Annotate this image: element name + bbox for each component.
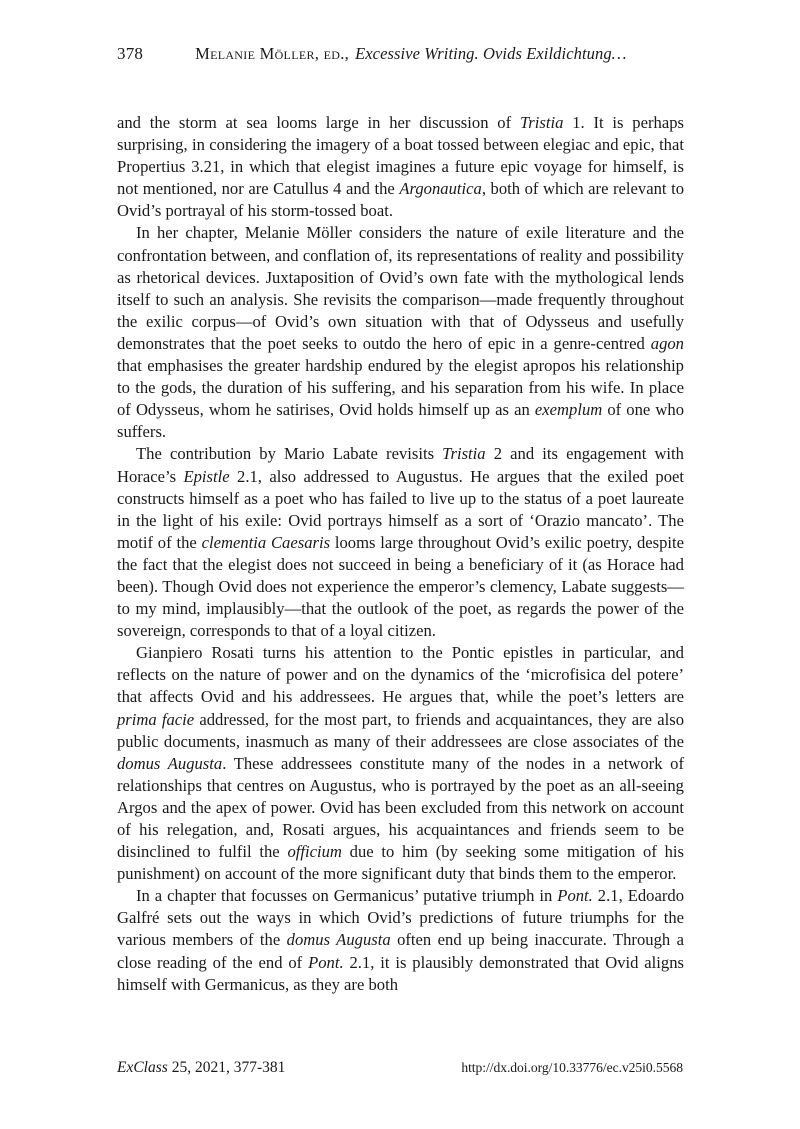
italic-term: clementia Caesaris: [201, 532, 331, 552]
text-run: 2.1, also addressed to Augustus. He argues that the exiled poet constructs himself as a poet who has failed to live up to the status of a poet laureate in the light of his exile: Ovid portrays himself as a sort of ‘Orazio mancato’. The motif of the: [117, 466, 684, 552]
text-run: In a chapter that focusses on Germanicus’ putative triumph in: [136, 886, 558, 906]
italic-term: Epistle: [183, 466, 230, 486]
italic-term: agon: [650, 333, 684, 353]
italic-term: officium: [287, 842, 342, 862]
journal-name: ExClass: [117, 1059, 168, 1076]
text-run: of one who suffers.: [117, 400, 684, 442]
body-paragraph: [117, 222, 684, 443]
text-run: The contribution by Mario Labate revisits: [136, 444, 443, 464]
doi-link[interactable]: http://dx.doi.org/10.33776/ec.v25i0.5568: [461, 1060, 683, 1075]
italic-term: Pont.: [308, 952, 344, 972]
body-paragraph: [117, 642, 684, 885]
italic-term: Argonautica: [399, 179, 482, 199]
body-text-column: [117, 112, 684, 996]
running-head-title: Excessive Writing. Ovids Exildichtung…: [355, 44, 627, 63]
text-run: that emphasises the greater hardship endured by the elegist apropos his relationship to the gods, the duration of his suffering, and his separation from his wife. In place of Odysseus, whom he satirises, Ovid holds himself up as an: [117, 356, 684, 420]
italic-term: domus Augusta: [117, 753, 223, 773]
text-run: In her chapter, Melanie Möller considers the nature of exile literature and the confrontation between, and conflation of, its representations of reality and possibility as rhetorical devices. Juxtaposition of Ovid’s own fate with the mythological lends itself to such an analysis. She revisits the comparison—made frequently throughout the exilic corpus—of Ovid’s own situation with that of Odysseus and usefully demonstrates that the poet seeks to outdo the hero of epic in a genre-centred: [117, 223, 684, 353]
text-run: due to him (by seeking some mitigation of his punishment) on account of the more significant duty that binds them to the emperor.: [117, 842, 685, 884]
text-run: 1. It is perhaps surprising, in considering the imagery of a boat tossed between elegiac and epic, that Propertius 3.21, in which that elegist imagines a future epic voyage for himself, is not mentioned, nor are Catullus 4 and the: [117, 113, 684, 199]
italic-term: Tristia: [442, 444, 486, 464]
running-head-editor: Melanie Möller, ed.,: [195, 44, 350, 63]
italic-term: domus Augusta: [286, 930, 391, 950]
text-run: . These addressees constitute many of the nodes in a network of relationships that centres on Augustus, who is portrayed by the poet as an all-seeing Argos and the apex of power. Ovid has been excluded from this network on account of his relegation, and, Rosati argues, his acquaintances and friends seem to be disinclined to fulfil the: [117, 753, 684, 862]
text-run: and the storm at sea looms large in her discussion of: [117, 113, 520, 132]
body-paragraph: [117, 443, 684, 642]
citation-detail: 25, 2021, 377-381: [167, 1059, 286, 1076]
running-head-text: [195, 44, 626, 64]
page-footer: [117, 1059, 683, 1083]
page-number: 378: [117, 44, 144, 63]
text-run: often end up being inaccurate. Through a close reading of the end of: [117, 930, 684, 972]
journal-citation: [117, 1059, 285, 1077]
body-paragraph: [117, 112, 684, 222]
text-run: 2.1, it is plausibly demonstrated that Ovid aligns himself with Germanicus, as they are both: [117, 952, 684, 994]
italic-term: Pont.: [557, 886, 593, 906]
italic-term: Tristia: [519, 113, 564, 132]
text-run: addressed, for the most part, to friends and acquaintances, they are also public documents, inasmuch as many of their addressees are close associates of the: [117, 709, 684, 751]
text-run: 2 and its engagement with Horace’s: [117, 444, 684, 486]
text-run: Gianpiero Rosati turns his attention to the Pontic epistles in particular, and reflects on the nature of power and on the dynamics of the ‘microfisica del potere’ that affects Ovid and his addressees. He argues that, while the poet’s letters are: [117, 643, 684, 707]
text-run: , both of which are relevant to Ovid’s portrayal of his storm-tossed boat.: [117, 179, 684, 221]
running-head: [117, 44, 683, 70]
text-run: looms large throughout Ovid’s exilic poetry, despite the fact that the elegist does not succeed in being a beneficiary of it (as Horace had been). Though Ovid does not experience the emperor’s clemency, Labate suggests—to my mind, implausibly—that the outlook of the poet, as regards the power of the sovereign, corresponds to that of a loyal citizen.: [117, 532, 685, 641]
body-paragraph: [117, 885, 684, 995]
text-run: 2.1, Edoardo Galfré sets out the ways in which Ovid’s predictions of future triumphs for the various members of the: [117, 886, 684, 950]
italic-term: exemplum: [534, 400, 603, 420]
italic-term: prima facie: [117, 709, 195, 729]
